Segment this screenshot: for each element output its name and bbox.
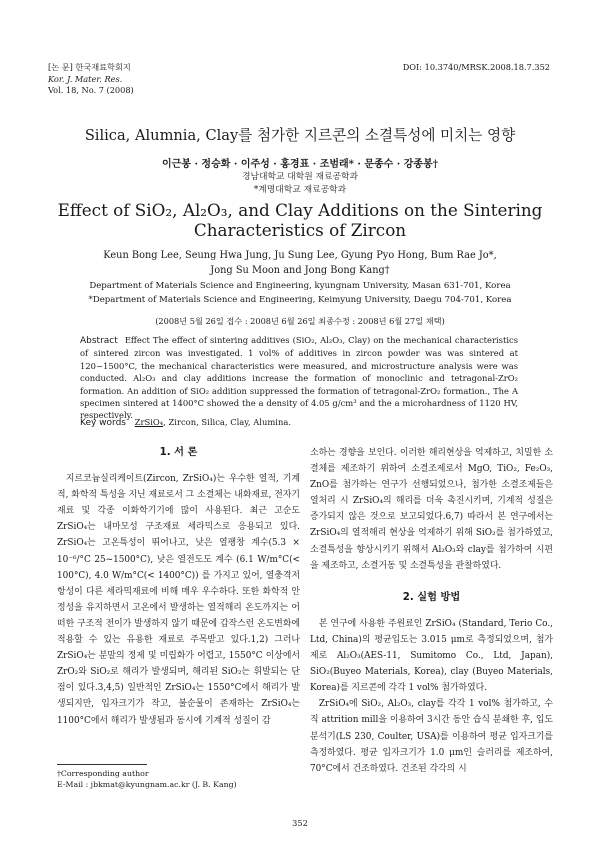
submission-dates: (2008년 5월 26일 접수 : 2008년 6월 26일 최종수정 : 2008년 6월 27일 채택) [155, 316, 445, 326]
methods-paragraph-1: 본 연구에 사용한 주원료인 ZrSiO₄ (Standard, Terio Co., Ltd, China)의 평균입도는 3.015 μm로 측정되었으며, 첨가제로 Al₂O₃(AES-11, Sumitomo Co., Ltd, Japan), SiO₂(Buyeo Materials, Korea), clay (Buyeo Materials, Korea)를 지르콘에 각각 1 vol% 첨가하였다. [310, 618, 553, 694]
affiliation-en-1: Department of Materials Science and Engineering, kyungnam University, Masan 631-701, Korea [89, 281, 511, 291]
keywords-label: Key words [80, 418, 126, 428]
footnote-divider [57, 764, 147, 765]
affiliation-ko-2: *계명대학교 재료공학과 [253, 185, 347, 195]
authors-english-line-1: Keun Bong Lee, Seung Hwa Jung, Ju Sung Lee, Gyung Pyo Hong, Bum Rae Jo*, [103, 250, 497, 261]
affiliation-ko-1: 경남대학교 대학원 재료공학과 [241, 172, 359, 182]
footnote-email[interactable]: E-Mail : jbkmat@kyungnam.ac.kr (J. B. Kang) [57, 780, 237, 789]
methods-paragraph-2: ZrSiO₄에 SiO₂, Al₂O₃, clay를 각각 1 vol% 첨가하고, 수직 attrition mill을 이용하여 3시간 동안 습식 분쇄한 후, 입도분석기(LS 230, Coulter, USA)를 이용하여 평균 입자크기를 측정하였다. 평균 입자크기가 1.0 μm인 슬러리를 제조하여, 70°C에서 건조하였다. 건조된 각각의 시 [310, 699, 553, 774]
footnote-corresponding: †Corresponding author [57, 769, 149, 778]
authors-english [0, 248, 600, 278]
title-english-line-2: Characteristics of Zircon [193, 220, 407, 240]
journal-name-ko: [논 문] 한국재료학회지 [48, 62, 131, 72]
page-number: 352 [292, 818, 308, 828]
right-column [310, 445, 553, 777]
section-title-methods: 2. 실험 방법 [402, 591, 461, 603]
authors-korean: 이근봉 · 정승화 · 이주성 · 홍경표 · 조범래* · 문종수 · 강종봉† [162, 159, 438, 170]
left-column [57, 445, 300, 729]
journal-name-en: Kor. J. Mater. Res. [48, 73, 123, 84]
abstract-label: Abstract [80, 336, 118, 346]
authors-english-line-2: Jong Su Moon and Jong Bong Kang† [210, 265, 390, 276]
affiliation-en-2: *Department of Materials Science and Engineering, Keimyung University, Daegu 704-701, Korea [88, 295, 512, 305]
title-english-line-1: Effect of SiO₂, Al₂O₃, and Clay Additions on the Sintering [57, 200, 543, 220]
affiliations-korean [0, 171, 600, 197]
journal-volume: Vol. 18, No. 7 (2008) [48, 85, 134, 95]
keyword-link[interactable]: ZrSiO₄ [134, 417, 164, 427]
abstract-text: Effect The effect of sintering additives (SiO₂, Al₂O₃, Clay) on the mechanical characteristics of sintered zircon was investigated. 1 vol% of additives in zircon powder was was sintered at 120~1500°C, the mechanical characteristics were measured, and microstructure analysis were was conducted. Al₂O₃ and clay additions increase the formation of monoclinic and tetragonal-ZrO₂ formation. An addition of SiO₂ addition suppressed the formation of tetragonal-ZrO₂ formation., The A specimen sintered at 1400°C showed the a density of 4.05 g/cm³ and the a microhardness of 1120 HV, respectively. [80, 335, 518, 421]
affiliations-english [0, 279, 600, 307]
journal-header [48, 62, 134, 97]
footnote [57, 768, 237, 790]
intro-paragraph-continued: 소하는 경향을 보인다. 이러한 해리현상을 억제하고, 치밀한 소결체를 제조하기 위하여 소결조제로서 MgO, TiO₂, Fe₂O₃, ZnO를 첨가하는 연구가 선행되었으나, 첨가한 소결조제들은 열처리 시 ZrSiO₄의 해리를 더욱 촉진시키며, 기계적 성질은 증가되지 않은 것으로 보고되었다.6,7) 따라서 본 연구에서는 ZrSiO₄의 열적해리 현상을 억제하기 위해 SiO₂를 첨가하였고, 소결특성을 향상시키기 위해서 Al₂O₃와 clay를 첨가하여 시편을 제조하고, 소결거동 및 소결특성을 관찰하였다. [310, 448, 553, 571]
abstract [80, 334, 518, 422]
intro-paragraph-1: 지르코늄실리케이트(Zircon, ZrSiO₄)는 우수한 열적, 기계적, 화학적 특성을 지닌 재료로서 그 소결체는 내화재료, 전자기 재료 및 각종 이화학기기에 많이 사용된다. 최근 고순도 ZrSiO₄는 내마모성 구조재료 세라믹스로 응용되고 있다. ZrSiO₄는 고온특성이 뛰어나고, 낮은 열팽창 계수(5.3 × 10⁻⁶/°C 25~1500°C), 낮은 열전도도 계수 (6.1 W/m°C(< 100°C), 4.0 W/m°C(< 1400°C)) 를 가지고 있어, 열충격저항성이 다른 세라믹재료에 비해 매우 우수하다. 또한 화학적 안정성을 유지하면서 고온에서 발생하는 열적해리 온도까지는 어떠한 구조적 전이가 발생하지 않기 때문에 갑작스런 온도변화에 적용할 수 있는 유용한 재료로 주목받고 있다.1,2) 그러나 ZrSiO₄는 분말의 정제 및 미립화가 어렵고, 1550°C 이상에서 ZrO₂와 SiO₂로 해리가 발생되며, 해리된 SiO₂는 휘발되는 단점이 있다.3,4,5) 일반적인 ZrSiO₄는 1550°C에서 해리가 발생되지만, 입자크기가 작고, 불순물이 존재하는 ZrSiO₄는 1100°C에서 해리가 발생됨과 동시에 기계적 성질이 감 [57, 474, 300, 726]
keywords [80, 417, 518, 428]
keywords-rest: , Zircon, Silica, Clay, Alumina. [163, 417, 292, 427]
doi[interactable]: DOI: 10.3740/MRSK.2008.18.7.352 [402, 62, 550, 72]
section-title-introduction: 1. 서 론 [159, 447, 198, 458]
title-english [0, 200, 600, 240]
title-korean: Silica, Alumnia, Clay를 첨가한 지르콘의 소결특성에 미치는 영향 [84, 127, 516, 144]
